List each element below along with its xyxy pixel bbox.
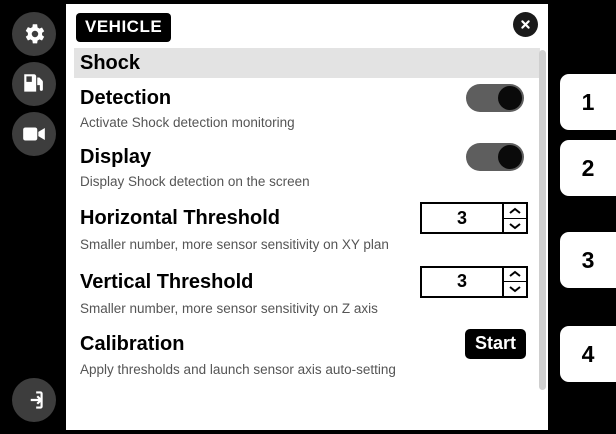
vertical-threshold-hint: Smaller number, more sensor sensitivity on Z axis — [80, 300, 378, 316]
tab-3[interactable]: 3 — [560, 232, 616, 288]
detection-toggle[interactable] — [466, 84, 524, 112]
vertical-threshold-stepper[interactable] — [420, 266, 528, 298]
horizontal-threshold-value[interactable]: 3 — [420, 202, 502, 234]
horizontal-threshold-hint: Smaller number, more sensor sensitivity on XY plan — [80, 237, 389, 253]
settings-list — [66, 78, 548, 384]
toggle-knob — [498, 145, 522, 169]
camera-icon — [21, 121, 47, 147]
vertical-threshold-arrows[interactable] — [502, 266, 528, 298]
calibration-start-button[interactable]: Start — [465, 329, 526, 359]
svg-text:L: L — [26, 82, 32, 93]
row-calibration — [74, 323, 540, 359]
calibration-hint: Apply thresholds and launch sensor axis auto-setting — [80, 361, 396, 377]
logout-button[interactable] — [12, 378, 56, 422]
horizontal-threshold-label: Horizontal Threshold — [80, 207, 280, 230]
camera-button[interactable] — [12, 112, 56, 156]
section-title: Shock — [80, 51, 141, 74]
fuel-icon — [21, 71, 47, 97]
vehicle-settings-panel — [64, 2, 550, 432]
row-detection — [74, 78, 540, 112]
horizontal-threshold-stepper[interactable] — [420, 202, 528, 234]
fuel-button[interactable] — [12, 62, 56, 106]
display-label: Display — [80, 146, 152, 169]
logout-icon — [21, 387, 47, 413]
display-toggle[interactable] — [466, 143, 524, 171]
panel-title: VEHICLE — [76, 13, 171, 42]
section-header-shock — [74, 48, 540, 78]
panel-header — [66, 4, 548, 48]
settings-button[interactable] — [12, 12, 56, 56]
stepper-up-icon[interactable] — [504, 268, 526, 283]
right-tab-rail — [554, 0, 616, 434]
row-horizontal-threshold — [74, 196, 540, 234]
close-button[interactable] — [513, 12, 538, 37]
vertical-threshold-value[interactable]: 3 — [420, 266, 502, 298]
panel-scrollbar[interactable] — [539, 50, 546, 390]
row-vertical-threshold — [74, 260, 540, 298]
stepper-up-icon[interactable] — [504, 204, 526, 219]
close-icon — [518, 17, 533, 32]
tab-4[interactable]: 4 — [560, 326, 616, 382]
calibration-label: Calibration — [80, 332, 185, 355]
tab-1[interactable]: 1 — [560, 74, 616, 130]
stepper-down-icon[interactable] — [504, 282, 526, 296]
detection-hint: Activate Shock detection monitoring — [80, 115, 295, 130]
display-hint: Display Shock detection on the screen — [80, 174, 310, 190]
detection-label: Detection — [80, 87, 172, 109]
stepper-down-icon[interactable] — [504, 219, 526, 233]
vertical-threshold-label: Vertical Threshold — [80, 270, 254, 293]
horizontal-threshold-arrows[interactable] — [502, 202, 528, 234]
toggle-knob — [498, 86, 522, 110]
left-icon-rail — [0, 0, 66, 434]
tab-2[interactable]: 2 — [560, 140, 616, 196]
gear-icon — [21, 21, 47, 47]
row-display — [74, 137, 540, 171]
